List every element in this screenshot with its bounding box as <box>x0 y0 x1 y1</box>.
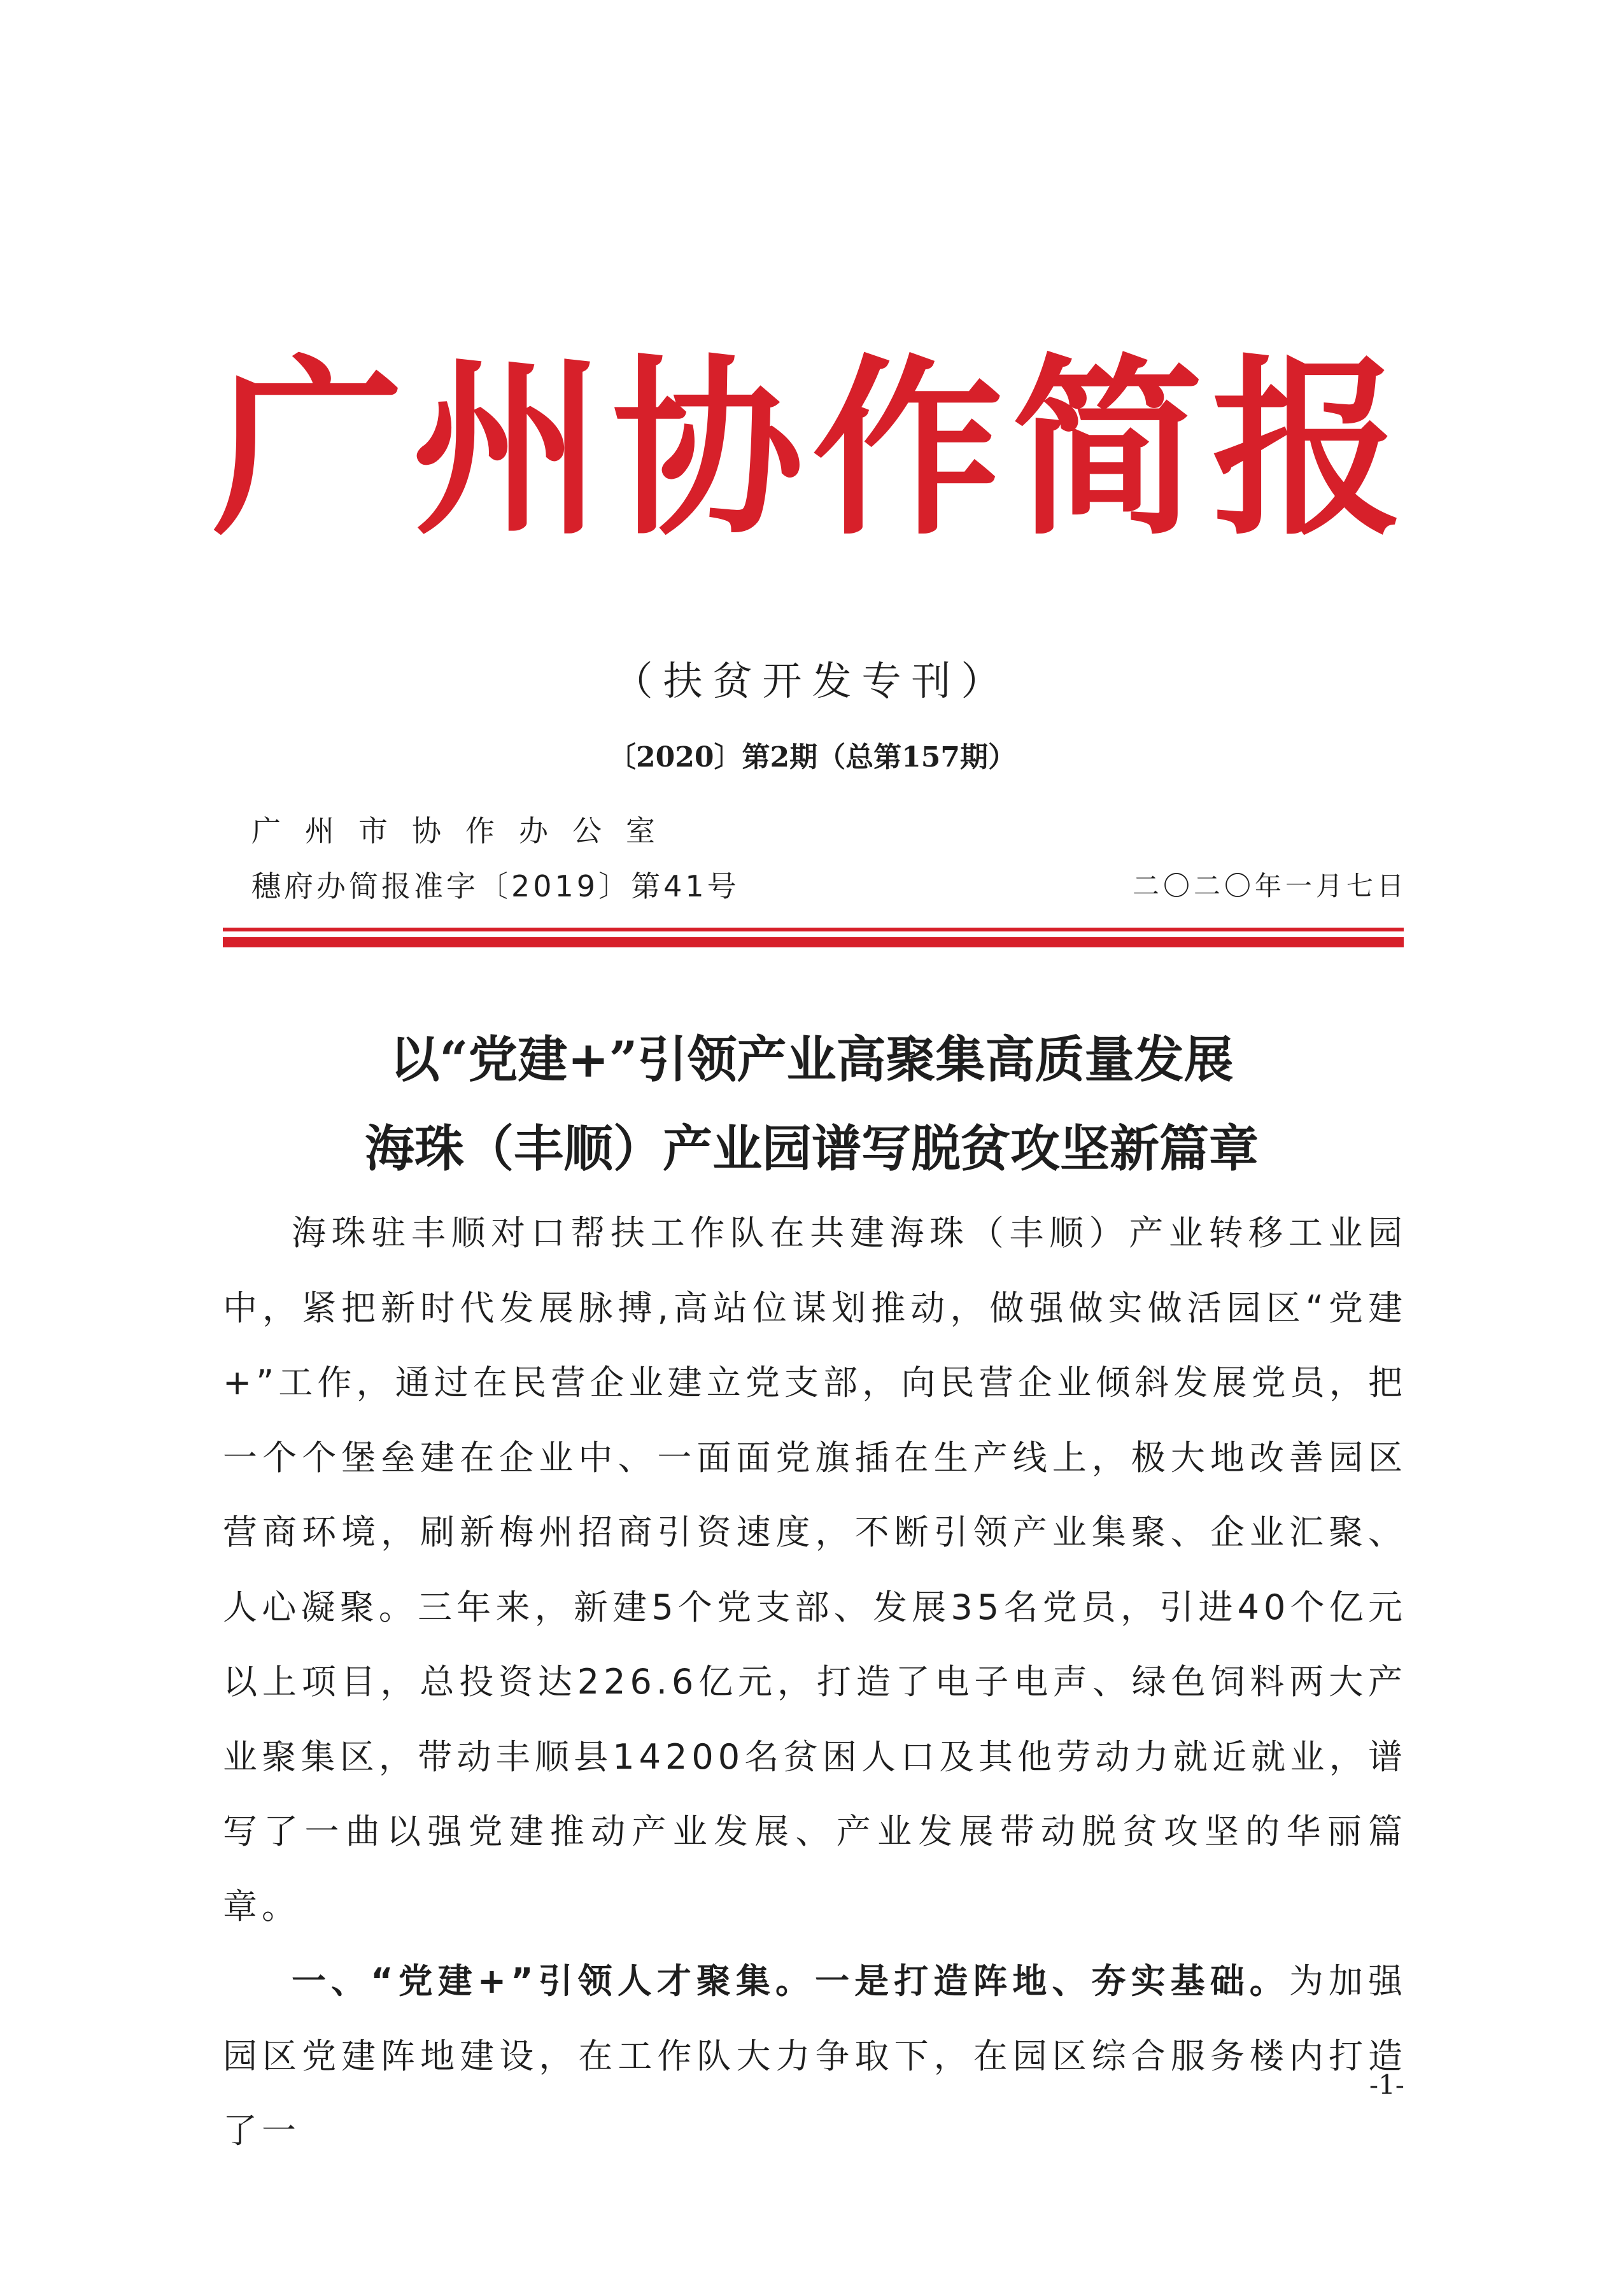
article-body <box>223 1196 1407 2168</box>
paragraph-section-one <box>223 1944 1407 2168</box>
issuer: 广州市协作办公室 <box>251 814 679 848</box>
section-one-text: 为加强园区党建阵地建设，在工作队大力争取下，在园区综合服务楼内打造了一 <box>223 1961 1407 2151</box>
page-number: -1- <box>1369 2069 1404 2100</box>
paragraph-intro: 海珠驻丰顺对口帮扶工作队在共建海珠（丰顺）产业转移工业园中，紧把新时代发展脉搏,高站位谋划推动，做强做实做活园区“党建+”工作，通过在民营企业建立党支部，向民营企业倾斜发展党员，把一个个堡垒建在企业中、一面面党旗插在生产线上，极大地改善园区营商环境，刷新梅州招商引资速度，不断引领产业集聚、企业汇聚、人心凝聚。三年来，新建5个党支部、发展35名党员，引进40个亿元以上项目，总投资达226.6亿元，打造了电子电声、绿色饲料两大产业聚集区，带动丰顺县14200名贫困人口及其他劳动力就近就业，谱写了一曲以强党建推动产业发展、产业发展带动脱贫攻坚的华丽篇章。 <box>223 1213 1407 1927</box>
approval-number: 穗府办简报准字〔2019〕第41号 <box>251 869 740 903</box>
header-divider-thin <box>223 928 1404 931</box>
section-one-lead: 一、“党建+”引领人才聚集。一是打造阵地、夯实基础。 <box>292 1961 1289 2001</box>
special-issue-label: （扶贫开发专刊） <box>613 658 1011 704</box>
article-title-line1: 以“党建+”引领产业高聚集高质量发展 <box>390 1031 1234 1089</box>
masthead <box>0 336 1624 561</box>
issue-number: 〔2020〕第2期（总第157期） <box>608 741 1016 774</box>
article-title-line2: 海珠（丰顺）产业园谱写脱贫攻坚新篇章 <box>364 1120 1259 1178</box>
issue-date: 二〇二〇年一月七日 <box>1132 870 1408 902</box>
masthead-title: 广州协作简报 <box>212 336 1412 561</box>
header-divider-thick <box>223 937 1404 947</box>
